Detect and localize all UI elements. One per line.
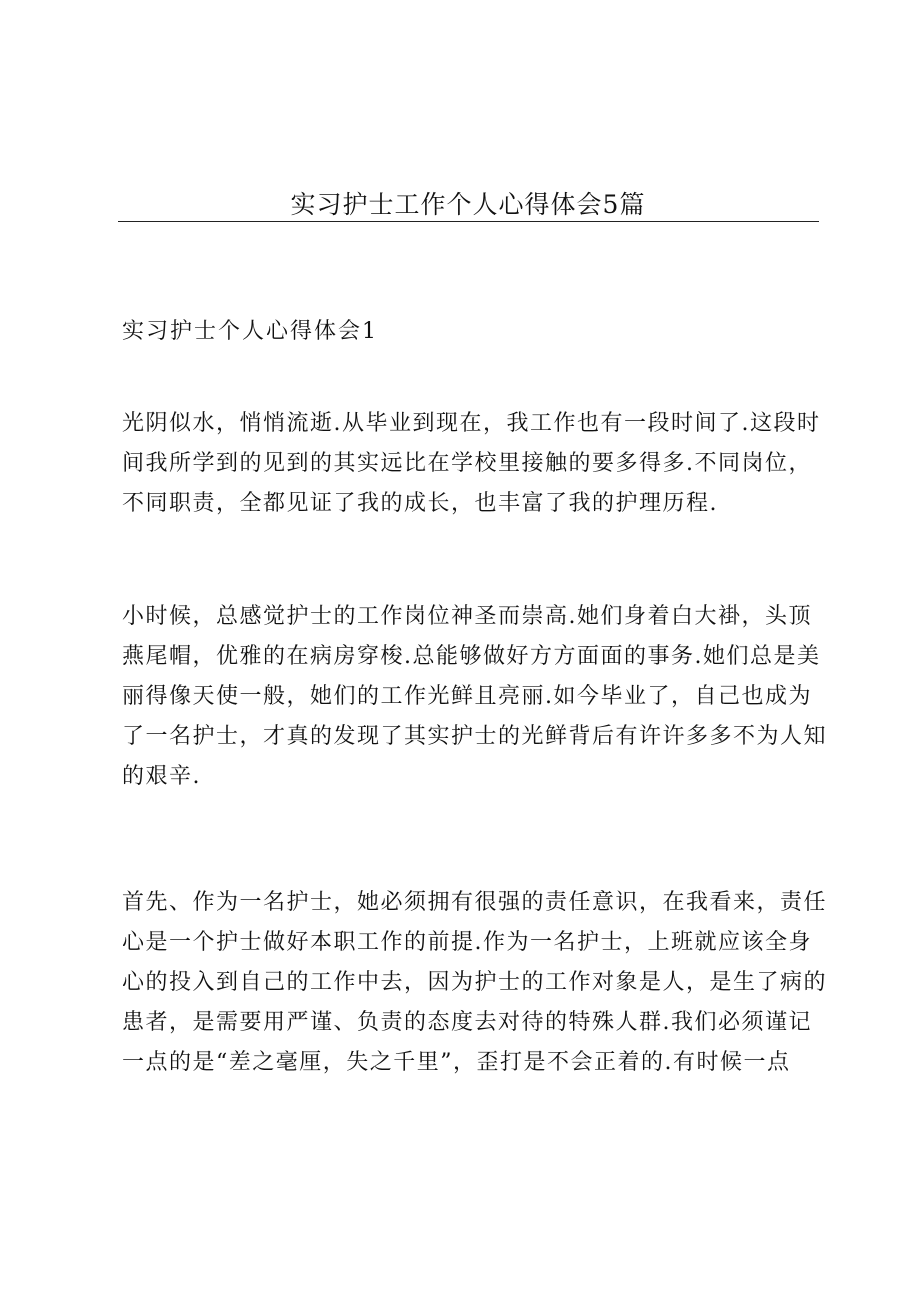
paragraph-line: 心的投入到自己的工作中去，因为护士的工作对象是人，是生了病的 — [122, 970, 828, 995]
paragraph-3 — [122, 883, 828, 1083]
paragraph-line: 燕尾帽，优雅的在病房穿梭.总能够做好方方面面的事务.她们总是美 — [122, 644, 821, 669]
title-underline — [118, 221, 819, 222]
paragraph-1 — [122, 404, 822, 524]
paragraph-line: 不同职责，全都见证了我的成长，也丰富了我的护理历程. — [122, 491, 718, 516]
paragraph-line: 了一名护士，才真的发现了其实护士的光鲜背后有许许多多不为人知 — [122, 724, 828, 749]
paragraph-line: 小时候，总感觉护士的工作岗位神圣而崇高.她们身着白大褂，头顶 — [122, 604, 812, 629]
paragraph-line: 光阴似水，悄悄流逝.从毕业到现在，我工作也有一段时间了.这段时 — [122, 411, 821, 436]
paragraph-line: 心是一个护士做好本职工作的前提.作为一名护士，上班就应该全身 — [122, 930, 812, 955]
paragraph-line: 的艰辛. — [122, 764, 201, 789]
paragraph-line: 患者，是需要用严谨、负责的态度去对待的特殊人群.我们必须谨记 — [122, 1010, 812, 1035]
paragraph-line: 间我所学到的见到的其实远比在学校里接触的要多得多.不同岗位， — [122, 451, 812, 476]
document-title: 实习护士工作个人心得体会5篇 — [290, 190, 646, 219]
paragraph-line: 丽得像天使一般，她们的工作光鲜且亮丽.如今毕业了，自己也成为 — [122, 684, 812, 709]
paragraph-line: 首先、作为一名护士，她必须拥有很强的责任意识，在我看来，责任 — [122, 890, 828, 915]
section-heading: 实习护士个人心得体会1 — [122, 319, 378, 344]
paragraph-line: 一点的是“差之毫厘，失之千里”，歪打是不会正着的.有时候一点 — [122, 1050, 791, 1075]
paragraph-2 — [122, 597, 828, 797]
